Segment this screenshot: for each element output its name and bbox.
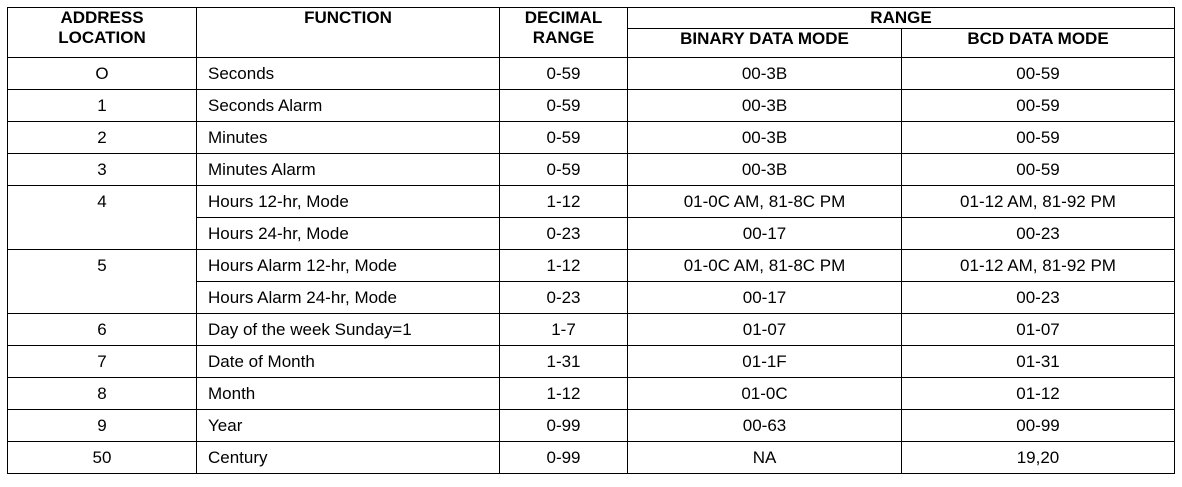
binary-range-cell: 01-1F [628, 346, 902, 378]
decimal-range-header [500, 8, 628, 58]
bcd-range-cell: 19,20 [902, 442, 1175, 474]
decimal-range-cell: 1-12 [500, 186, 628, 218]
bcd-range-cell: 00-59 [902, 90, 1175, 122]
table-row [8, 58, 1175, 90]
decimal-range-cell: 0-99 [500, 410, 628, 442]
table-row [8, 154, 1175, 186]
address-cell: 6 [8, 314, 197, 346]
bcd-range-cell: 01-12 [902, 378, 1175, 410]
bcd-mode-header: BCD DATA MODE [902, 29, 1175, 58]
binary-range-cell: 00-63 [628, 410, 902, 442]
table-row [8, 378, 1175, 410]
decimal-range-cell: 1-12 [500, 250, 628, 282]
binary-range-cell: 01-0C [628, 378, 902, 410]
address-cell: 3 [8, 154, 197, 186]
address-cell: 7 [8, 346, 197, 378]
function-cell: Seconds Alarm [197, 90, 500, 122]
decimal-range-cell: 1-7 [500, 314, 628, 346]
function-cell: Century [197, 442, 500, 474]
bcd-range-cell: 01-07 [902, 314, 1175, 346]
table-row [8, 186, 1175, 218]
decimal-range-cell: 0-59 [500, 154, 628, 186]
binary-range-cell: 01-0C AM, 81-8C PM [628, 250, 902, 282]
bcd-range-cell: 00-59 [902, 154, 1175, 186]
decimal-range-cell: 0-99 [500, 442, 628, 474]
function-cell: Hours Alarm 24-hr, Mode [197, 282, 500, 314]
function-cell: Seconds [197, 58, 500, 90]
address-cell: O [8, 58, 197, 90]
table-body [8, 58, 1175, 474]
function-cell: Hours Alarm 12-hr, Mode [197, 250, 500, 282]
address-cell: 5 [8, 250, 197, 314]
binary-range-cell: 00-17 [628, 282, 902, 314]
binary-range-cell: 01-07 [628, 314, 902, 346]
function-cell: Year [197, 410, 500, 442]
function-cell: Date of Month [197, 346, 500, 378]
address-header-line2: LOCATION [58, 28, 146, 47]
bcd-range-cell: 01-31 [902, 346, 1175, 378]
address-cell: 8 [8, 378, 197, 410]
table-row [8, 90, 1175, 122]
bcd-range-cell: 01-12 AM, 81-92 PM [902, 250, 1175, 282]
table-row [8, 314, 1175, 346]
bcd-range-cell: 00-59 [902, 58, 1175, 90]
function-cell: Minutes [197, 122, 500, 154]
binary-mode-header: BINARY DATA MODE [628, 29, 902, 58]
decimal-range-cell: 0-23 [500, 218, 628, 250]
decimal-range-cell: 0-59 [500, 58, 628, 90]
binary-range-cell: 00-3B [628, 90, 902, 122]
address-cell: 4 [8, 186, 197, 250]
binary-range-cell: NA [628, 442, 902, 474]
function-cell: Hours 24-hr, Mode [197, 218, 500, 250]
binary-range-cell: 01-0C AM, 81-8C PM [628, 186, 902, 218]
address-cell: 1 [8, 90, 197, 122]
binary-range-cell: 00-3B [628, 122, 902, 154]
decimal-range-cell: 0-23 [500, 282, 628, 314]
bcd-range-cell: 00-99 [902, 410, 1175, 442]
address-location-header [8, 8, 197, 58]
address-header-line1: ADDRESS [60, 8, 144, 27]
table-row [8, 122, 1175, 154]
table-row [8, 346, 1175, 378]
decimal-header-line2: RANGE [532, 28, 595, 47]
address-cell: 2 [8, 122, 197, 154]
function-cell: Minutes Alarm [197, 154, 500, 186]
decimal-header-line1: DECIMAL [524, 8, 603, 27]
address-cell: 50 [8, 442, 197, 474]
binary-range-cell: 00-3B [628, 58, 902, 90]
address-cell: 9 [8, 410, 197, 442]
bcd-range-cell: 01-12 AM, 81-92 PM [902, 186, 1175, 218]
decimal-range-cell: 0-59 [500, 122, 628, 154]
table-row [8, 410, 1175, 442]
bcd-range-cell: 00-23 [902, 218, 1175, 250]
function-header: FUNCTION [197, 8, 500, 58]
decimal-range-cell: 1-12 [500, 378, 628, 410]
function-cell: Hours 12-hr, Mode [197, 186, 500, 218]
function-cell: Day of the week Sunday=1 [197, 314, 500, 346]
table-row [8, 442, 1175, 474]
bcd-range-cell: 00-59 [902, 122, 1175, 154]
decimal-range-cell: 0-59 [500, 90, 628, 122]
decimal-range-cell: 1-31 [500, 346, 628, 378]
binary-range-cell: 00-3B [628, 154, 902, 186]
binary-range-cell: 00-17 [628, 218, 902, 250]
range-header: RANGE [628, 8, 1175, 29]
function-cell: Month [197, 378, 500, 410]
rtc-register-table [7, 7, 1175, 474]
bcd-range-cell: 00-23 [902, 282, 1175, 314]
table-row [8, 250, 1175, 282]
